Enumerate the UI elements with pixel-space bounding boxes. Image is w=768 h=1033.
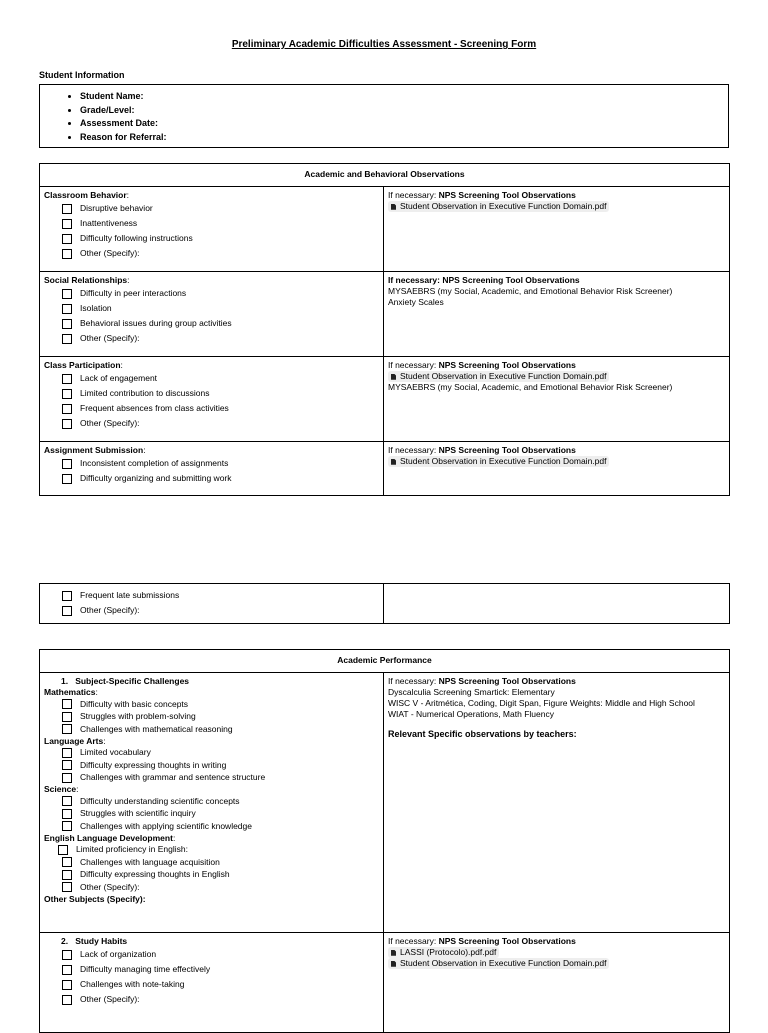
checkbox-icon[interactable] [58, 845, 68, 855]
checkbox-other[interactable]: Other (Specify): [62, 992, 379, 1007]
checkbox-icon[interactable] [62, 591, 72, 601]
checkbox-icon[interactable] [62, 809, 72, 819]
checkbox-group-behavior[interactable]: Behavioral issues during group activities [62, 316, 379, 331]
document-icon [391, 459, 396, 465]
checkbox-other[interactable]: Other (Specify): [62, 331, 379, 346]
checkbox-icon[interactable] [62, 219, 72, 229]
checkbox-other[interactable]: Other (Specify): [62, 246, 379, 261]
document-icon [391, 961, 396, 967]
class-participation-tools: If necessary: NPS Screening Tool Observations Student Observation in Executive Function Domain.pdf MYSAEBRS (my Social, Academic, and Emotional Behavior Risk Screener) [384, 357, 730, 442]
assignment-submission-cell: Assignment Submission: Inconsistent completion of assignments Difficulty organizing and submitting work [40, 442, 384, 496]
checkbox-scientific-inquiry[interactable]: Struggles with scientific inquiry [62, 808, 379, 821]
field-student-name: • Student Name: [80, 90, 724, 104]
checkbox-disruptive[interactable]: Disruptive behavior [62, 201, 379, 216]
language-arts-label: Language Arts [44, 735, 104, 746]
file-chip[interactable]: Student Observation in Executive Function Domain.pdf [388, 456, 609, 467]
checkbox-icon[interactable] [62, 699, 72, 709]
checkbox-icon[interactable] [62, 950, 72, 960]
checkbox-icon[interactable] [62, 773, 72, 783]
checkbox-icon[interactable] [62, 404, 72, 414]
subject-challenges-heading: 1. Subject-Specific Challenges [61, 676, 190, 686]
dyscalculia-text: Dyscalculia Screening Smartick: Elementary [388, 687, 555, 697]
checkbox-icon[interactable] [62, 204, 72, 214]
file-chip[interactable]: Student Observation in Executive Function Domain.pdf [388, 958, 609, 969]
checkbox-icon[interactable] [62, 249, 72, 259]
checkbox-icon[interactable] [62, 796, 72, 806]
checkbox-writing[interactable]: Difficulty expressing thoughts in writing [62, 759, 379, 772]
wisc-text: WISC V - Aritmética, Coding, Digit Span, Figure Weights: Middle and High School [388, 698, 695, 708]
checkbox-icon[interactable] [62, 606, 72, 616]
field-grade-level: • Grade/Level: [80, 104, 724, 118]
checkbox-isolation[interactable]: Isolation [62, 301, 379, 316]
wiat-text: WIAT - Numerical Operations, Math Fluency [388, 709, 554, 719]
academic-performance-header: Academic Performance [40, 650, 730, 673]
document-icon [391, 374, 396, 380]
anxiety-text: Anxiety Scales [388, 297, 444, 307]
checkbox-icon[interactable] [62, 389, 72, 399]
checkbox-icon[interactable] [62, 304, 72, 314]
eld-label: English Language Development [44, 832, 173, 843]
class-participation-cell: Class Participation: Lack of engagement Limited contribution to discussions Frequent absences from class activities Other (Specify): [40, 357, 384, 442]
checkbox-icon[interactable] [62, 334, 72, 344]
checkbox-contribution[interactable]: Limited contribution to discussions [62, 386, 379, 401]
document-icon [391, 204, 396, 210]
checkbox-icon[interactable] [62, 870, 72, 880]
checkbox-icon[interactable] [62, 995, 72, 1005]
checkbox-absences[interactable]: Frequent absences from class activities [62, 401, 379, 416]
checkbox-icon[interactable] [62, 459, 72, 469]
checkbox-english-expression[interactable]: Difficulty expressing thoughts in English [62, 869, 379, 882]
checkbox-math-reasoning[interactable]: Challenges with mathematical reasoning [62, 723, 379, 736]
social-relationships-cell: Social Relationships: Difficulty in peer interactions Isolation Behavioral issues during group activities Other (Specify): [40, 272, 384, 357]
file-chip[interactable]: LASSI (Protocolo).pdf.pdf [388, 947, 499, 958]
study-habits-tools: If necessary: NPS Screening Tool Observations LASSI (Protocolo).pdf.pdf Student Observation in Executive Function Domain.pdf [384, 933, 730, 1033]
assignment-submission-label: Assignment Submission [44, 445, 144, 455]
checkbox-inattentiveness[interactable]: Inattentiveness [62, 216, 379, 231]
study-habits-heading: 2. Study Habits [61, 936, 128, 946]
checkbox-other[interactable]: Other (Specify): [62, 881, 379, 894]
checkbox-organizing-work[interactable]: Difficulty organizing and submitting work [62, 471, 379, 486]
mysaebrs-text: MYSAEBRS (my Social, Academic, and Emotional Behavior Risk Screener) [388, 382, 673, 392]
assignment-submission-tools: If necessary: NPS Screening Tool Observations Student Observation in Executive Function Domain.pdf [384, 442, 730, 496]
science-label: Science [44, 784, 77, 794]
checkbox-icon[interactable] [62, 374, 72, 384]
social-relationships-tools: If necessary: NPS Screening Tool Observations MYSAEBRS (my Social, Academic, and Emotional Behavior Risk Screener) Anxiety Scales [384, 272, 730, 357]
mysaebrs-text: MYSAEBRS (my Social, Academic, and Emotional Behavior Risk Screener) [388, 286, 673, 296]
checkbox-engagement[interactable]: Lack of engagement [62, 371, 379, 386]
mathematics-label: Mathematics [44, 687, 96, 697]
teacher-observations-label: Relevant Specific observations by teachers: [388, 729, 577, 739]
checkbox-basic-concepts[interactable]: Difficulty with basic concepts [62, 698, 379, 711]
checkbox-icon[interactable] [62, 748, 72, 758]
checkbox-icon[interactable] [62, 965, 72, 975]
checkbox-icon[interactable] [62, 980, 72, 990]
checkbox-note-taking[interactable]: Challenges with note-taking [62, 977, 379, 992]
field-reason-referral: • Reason for Referral: [80, 131, 724, 145]
observations-table [39, 163, 730, 496]
checkbox-time-management[interactable]: Difficulty managing time effectively [62, 962, 379, 977]
checkbox-icon[interactable] [62, 760, 72, 770]
student-info-box [39, 84, 729, 148]
checkbox-icon[interactable] [62, 821, 72, 831]
checkbox-other[interactable]: Other (Specify): [62, 603, 379, 618]
checkbox-icon[interactable] [62, 419, 72, 429]
document-icon [391, 950, 396, 956]
checkbox-icon[interactable] [62, 474, 72, 484]
checkbox-problem-solving[interactable]: Struggles with problem-solving [62, 711, 379, 724]
file-chip[interactable]: Student Observation in Executive Function Domain.pdf [388, 371, 609, 382]
observations-continued-table [39, 583, 730, 624]
study-habits-cell [40, 933, 384, 1033]
student-info-heading: Student Information [39, 70, 125, 80]
checkbox-icon[interactable] [62, 289, 72, 299]
checkbox-english-proficiency[interactable]: Limited proficiency in English: [58, 844, 379, 857]
checkbox-icon[interactable] [62, 319, 72, 329]
checkbox-scientific-concepts[interactable]: Difficulty understanding scientific concepts [62, 795, 379, 808]
checkbox-language-acquisition[interactable]: Challenges with language acquisition [62, 856, 379, 869]
checkbox-scientific-knowledge[interactable]: Challenges with applying scientific knowledge [62, 820, 379, 833]
field-assessment-date: • Assessment Date: [80, 117, 724, 131]
classroom-behavior-tools: If necessary: NPS Screening Tool Observations Student Observation in Executive Function Domain.pdf [384, 187, 730, 272]
subject-challenges-cell: 1. Subject-Specific Challenges Mathematics: Difficulty with basic concepts Struggles with problem-solving Challenges with mathematical reasoning Language Arts: Limited vocabulary Difficulty expressing thoughts in writing Challenges with grammar and sentence structure Science: Difficulty understanding scientific concepts Struggles with scientific inquiry Challenges with applying scientific knowledge English Language Development: Limited proficiency in English: Challenges with language acquisition Difficulty expressing thoughts in English Other (Specify): Other Subjects (Specify): [40, 673, 384, 933]
checkbox-icon[interactable] [62, 724, 72, 734]
checkbox-vocabulary[interactable]: Limited vocabulary [62, 747, 379, 760]
checkbox-grammar[interactable]: Challenges with grammar and sentence structure [62, 772, 379, 785]
classroom-behavior-label: Classroom Behavior [44, 190, 127, 200]
file-chip[interactable]: Student Observation in Executive Function Domain.pdf [388, 201, 609, 212]
checkbox-inconsistent-completion[interactable]: Inconsistent completion of assignments [62, 456, 379, 471]
empty-cell [384, 584, 730, 624]
checkbox-peer-interactions[interactable]: Difficulty in peer interactions [62, 286, 379, 301]
other-subjects-label: Other Subjects (Specify): [44, 893, 146, 904]
classroom-behavior-cell: Classroom Behavior: Disruptive behavior Inattentiveness Difficulty following instructions Other (Specify): [40, 187, 384, 272]
academic-performance-table [39, 649, 730, 1033]
checkbox-icon[interactable] [62, 882, 72, 892]
checkbox-other[interactable]: Other (Specify): [62, 416, 379, 431]
subject-challenges-tools: If necessary: NPS Screening Tool Observations Dyscalculia Screening Smartick: Elementary WISC V - Aritmética, Coding, Digit Span, Figure Weights: Middle and High School WIAT - Numerical Operations, Math Fluency Relevant Specific observations by teachers: [384, 673, 730, 933]
class-participation-label: Class Participation [44, 360, 121, 370]
observations-header: Academic and Behavioral Observations [40, 164, 730, 187]
form-title: Preliminary Academic Difficulties Assessment - Screening Form [231, 39, 537, 50]
checkbox-organization[interactable]: Lack of organization [62, 947, 379, 962]
checkbox-late-submissions[interactable]: Frequent late submissions [62, 588, 379, 603]
social-relationships-label: Social Relationships [44, 275, 128, 285]
checkbox-following-instructions[interactable]: Difficulty following instructions [62, 231, 379, 246]
checkbox-icon[interactable] [62, 234, 72, 244]
checkbox-icon[interactable] [62, 712, 72, 722]
assignment-continued-cell [40, 584, 384, 624]
checkbox-icon[interactable] [62, 857, 72, 867]
